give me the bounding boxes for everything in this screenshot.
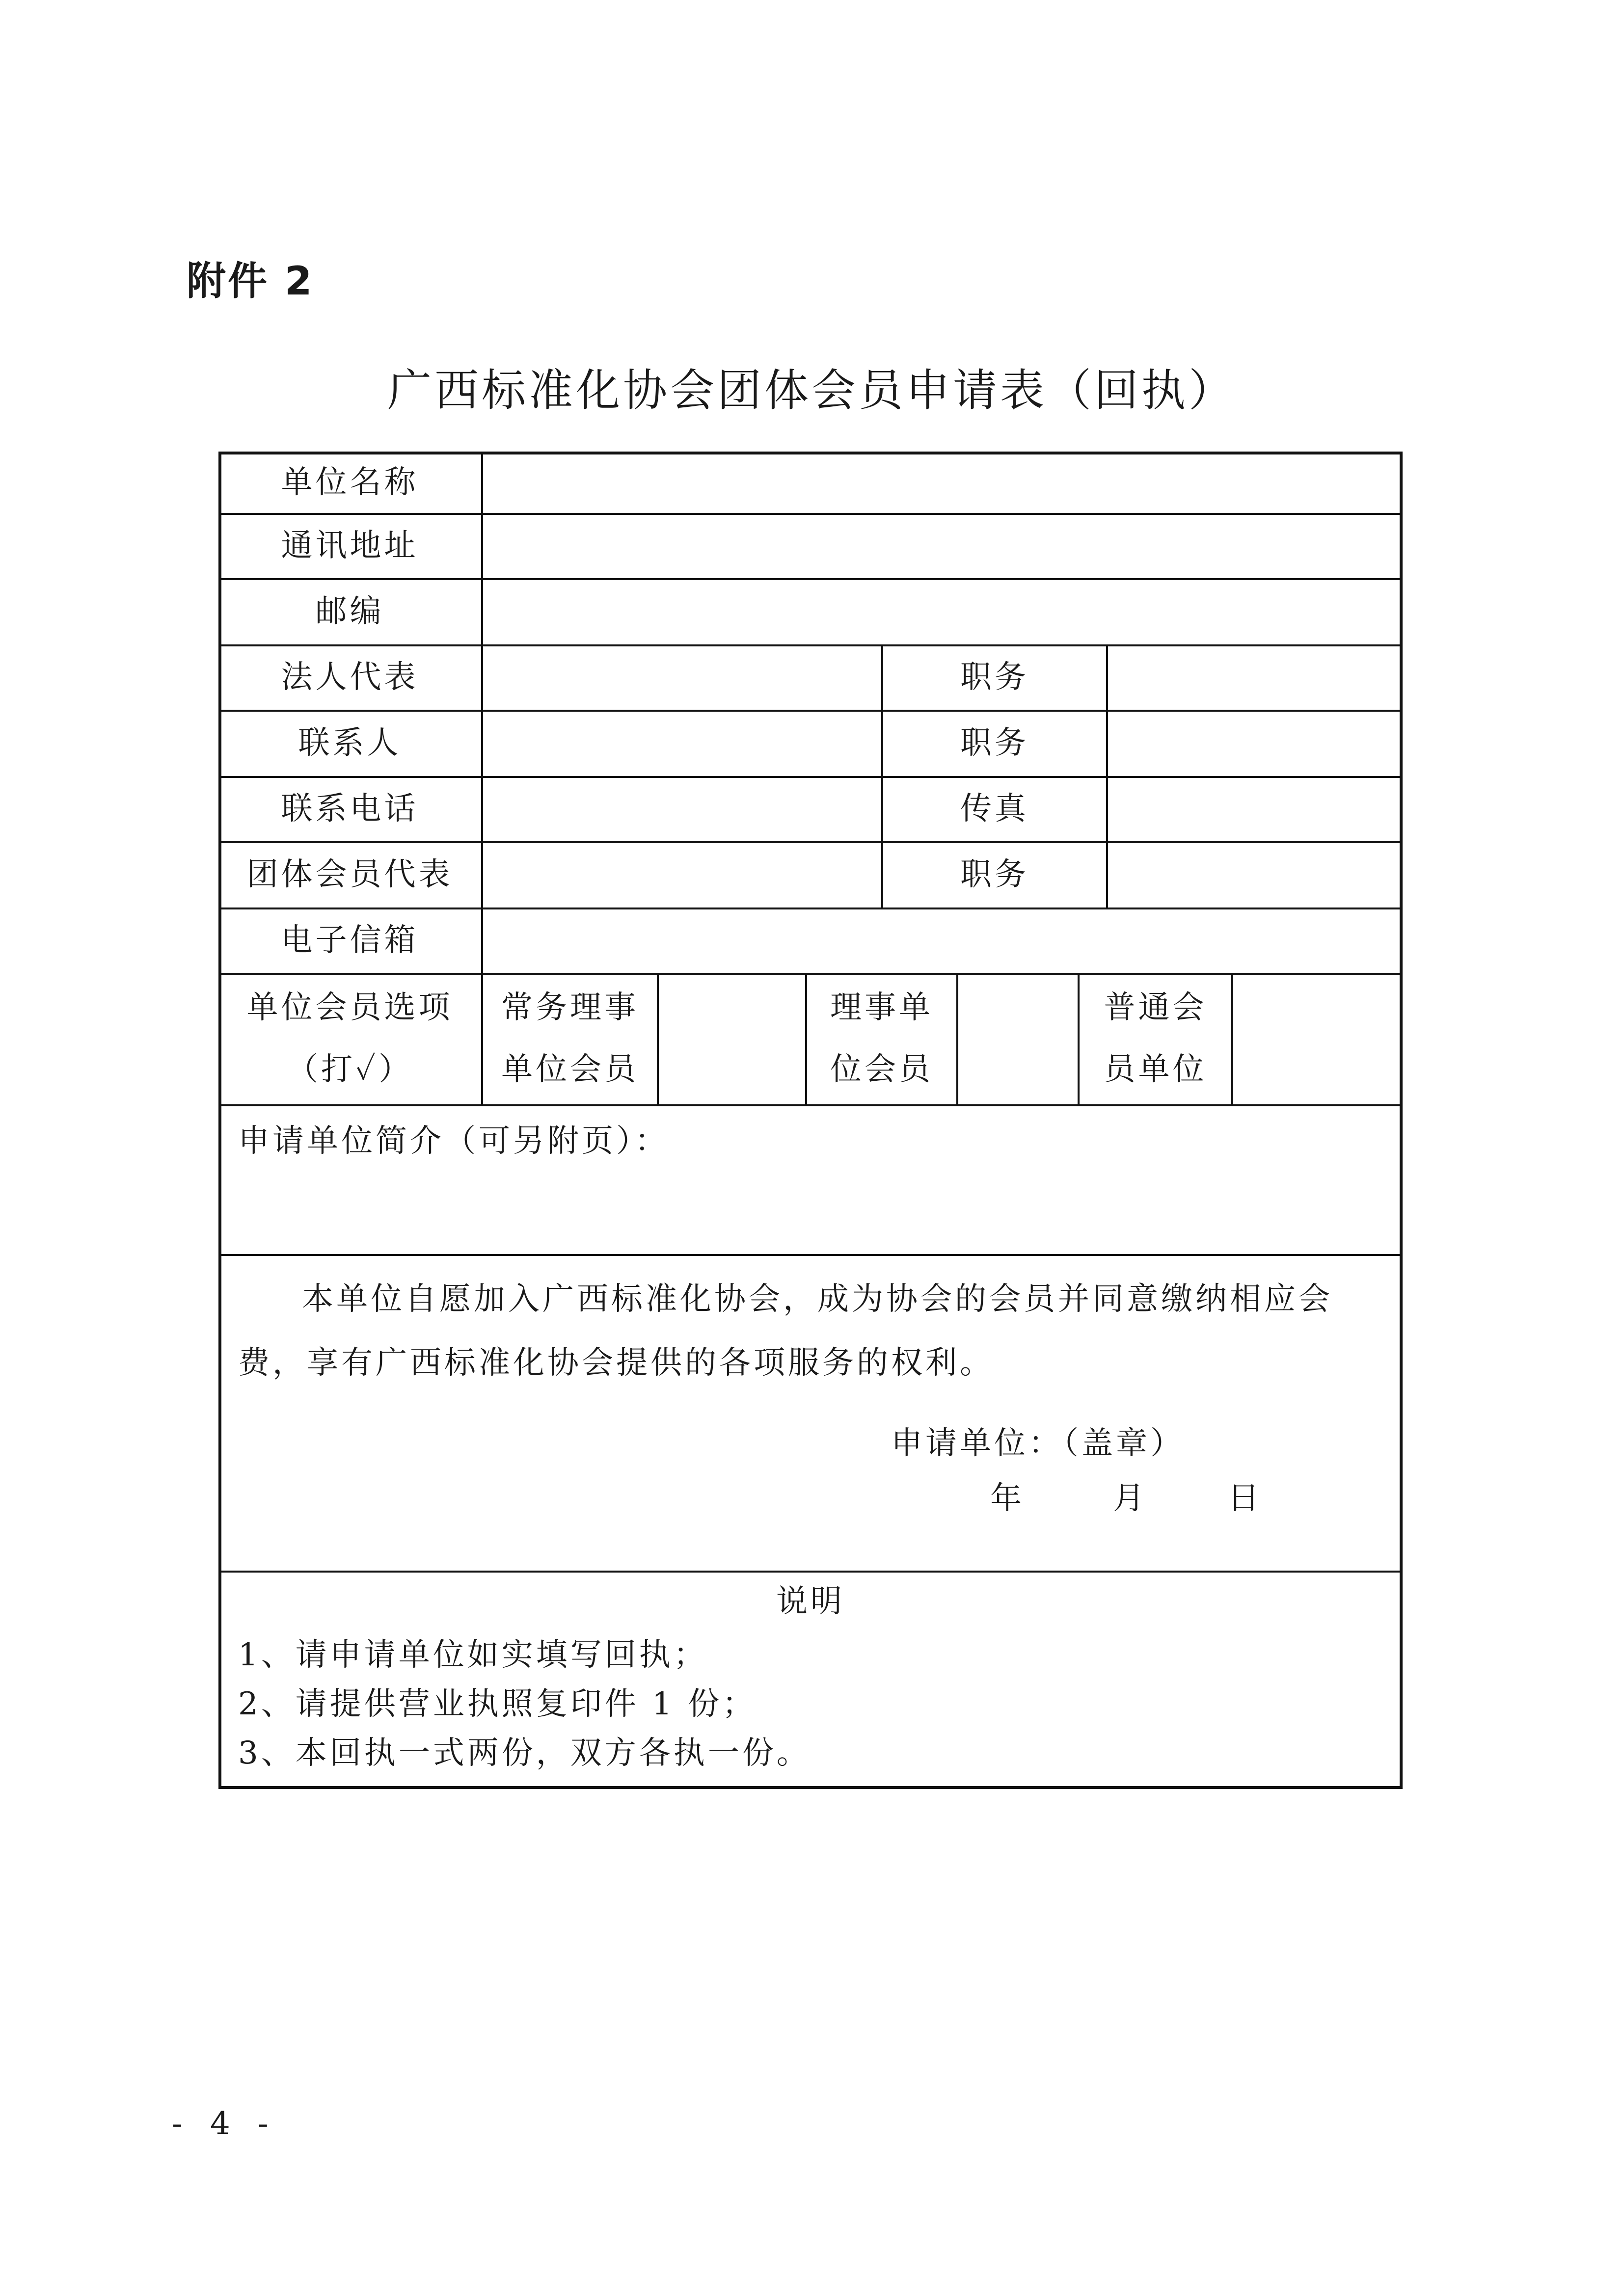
declaration-text: 本单位自愿加入广西标准化协会，成为协会的会员并同意缴纳相应会费，享有广西标准化协会提供的各项服务的权利。 — [238, 1281, 1333, 1381]
contact-position-field[interactable] — [1109, 712, 1400, 775]
option-line: 常务理事 — [501, 989, 639, 1026]
fax-label: 传真 — [960, 790, 1029, 827]
member-option-line: 单位会员选项 — [246, 989, 453, 1026]
member-option-label — [218, 973, 481, 1104]
column-divider — [1231, 973, 1233, 1104]
option-line: 普通会 — [1104, 989, 1207, 1026]
option-ordinary-label — [1080, 973, 1231, 1104]
email-field[interactable] — [484, 909, 1400, 972]
intro-field[interactable] — [223, 1173, 1398, 1252]
option-line: 理事单 — [830, 989, 933, 1026]
email-label: 电子信箱 — [281, 922, 419, 959]
row-divider — [218, 1254, 1403, 1256]
page-number: - 4 - — [172, 2106, 277, 2142]
option-director-checkbox[interactable] — [959, 975, 1077, 1103]
option-executive-director-checkbox[interactable] — [659, 975, 805, 1103]
phone-field[interactable] — [484, 778, 880, 840]
unit-name-field[interactable] — [484, 454, 1400, 512]
column-divider — [956, 973, 958, 1104]
legal-rep-position-field[interactable] — [1109, 646, 1400, 709]
phone-label: 联系电话 — [281, 790, 419, 827]
address-field[interactable] — [484, 515, 1400, 577]
contact-label: 联系人 — [298, 724, 402, 761]
applicant-seal-label: 申请单位：（盖章） — [891, 1425, 1185, 1462]
note-item: 2、请提供营业执照复印件 1 份； — [238, 1686, 757, 1722]
position-label: 职务 — [960, 659, 1029, 695]
option-line: 员单位 — [1104, 1051, 1207, 1088]
unit-name-label: 单位名称 — [281, 464, 419, 501]
contact-field[interactable] — [484, 712, 880, 775]
column-divider — [1106, 644, 1108, 908]
intro-label: 申请单位简介（可另附页）： — [238, 1123, 669, 1159]
page-title: 广西标准化协会团体会员申请表（回执） — [387, 365, 1236, 416]
attachment-label: 附件 2 — [187, 258, 314, 304]
note-item: 1、请申请单位如实填写回执； — [238, 1637, 708, 1673]
member-option-hint: （打✓） — [286, 1051, 413, 1088]
option-line: 位会员 — [830, 1051, 933, 1088]
address-label: 通讯地址 — [281, 527, 419, 564]
membership-form — [218, 452, 1403, 1789]
postcode-label: 邮编 — [315, 593, 384, 630]
option-line: 单位会员 — [501, 1051, 639, 1088]
date-year-label: 年 — [990, 1480, 1025, 1517]
postcode-field[interactable] — [484, 580, 1400, 643]
position-label: 职务 — [960, 856, 1029, 893]
member-rep-label: 团体会员代表 — [246, 856, 453, 893]
note-item: 3、本回执一式两份，双方各执一份。 — [238, 1735, 811, 1771]
row-divider — [218, 1104, 1403, 1106]
column-divider — [657, 973, 659, 1104]
position-label: 职务 — [960, 724, 1029, 761]
fax-field[interactable] — [1109, 778, 1400, 840]
member-rep-position-field[interactable] — [1109, 843, 1400, 907]
date-month-label: 月 — [1113, 1480, 1147, 1517]
option-ordinary-checkbox[interactable] — [1234, 975, 1400, 1103]
option-executive-director-label — [483, 973, 657, 1104]
legal-rep-label: 法人代表 — [281, 659, 419, 695]
option-director-label — [807, 973, 956, 1104]
notes-title: 说明 — [776, 1583, 845, 1620]
legal-rep-field[interactable] — [484, 646, 880, 709]
member-rep-field[interactable] — [484, 843, 880, 907]
date-day-label: 日 — [1228, 1480, 1262, 1517]
